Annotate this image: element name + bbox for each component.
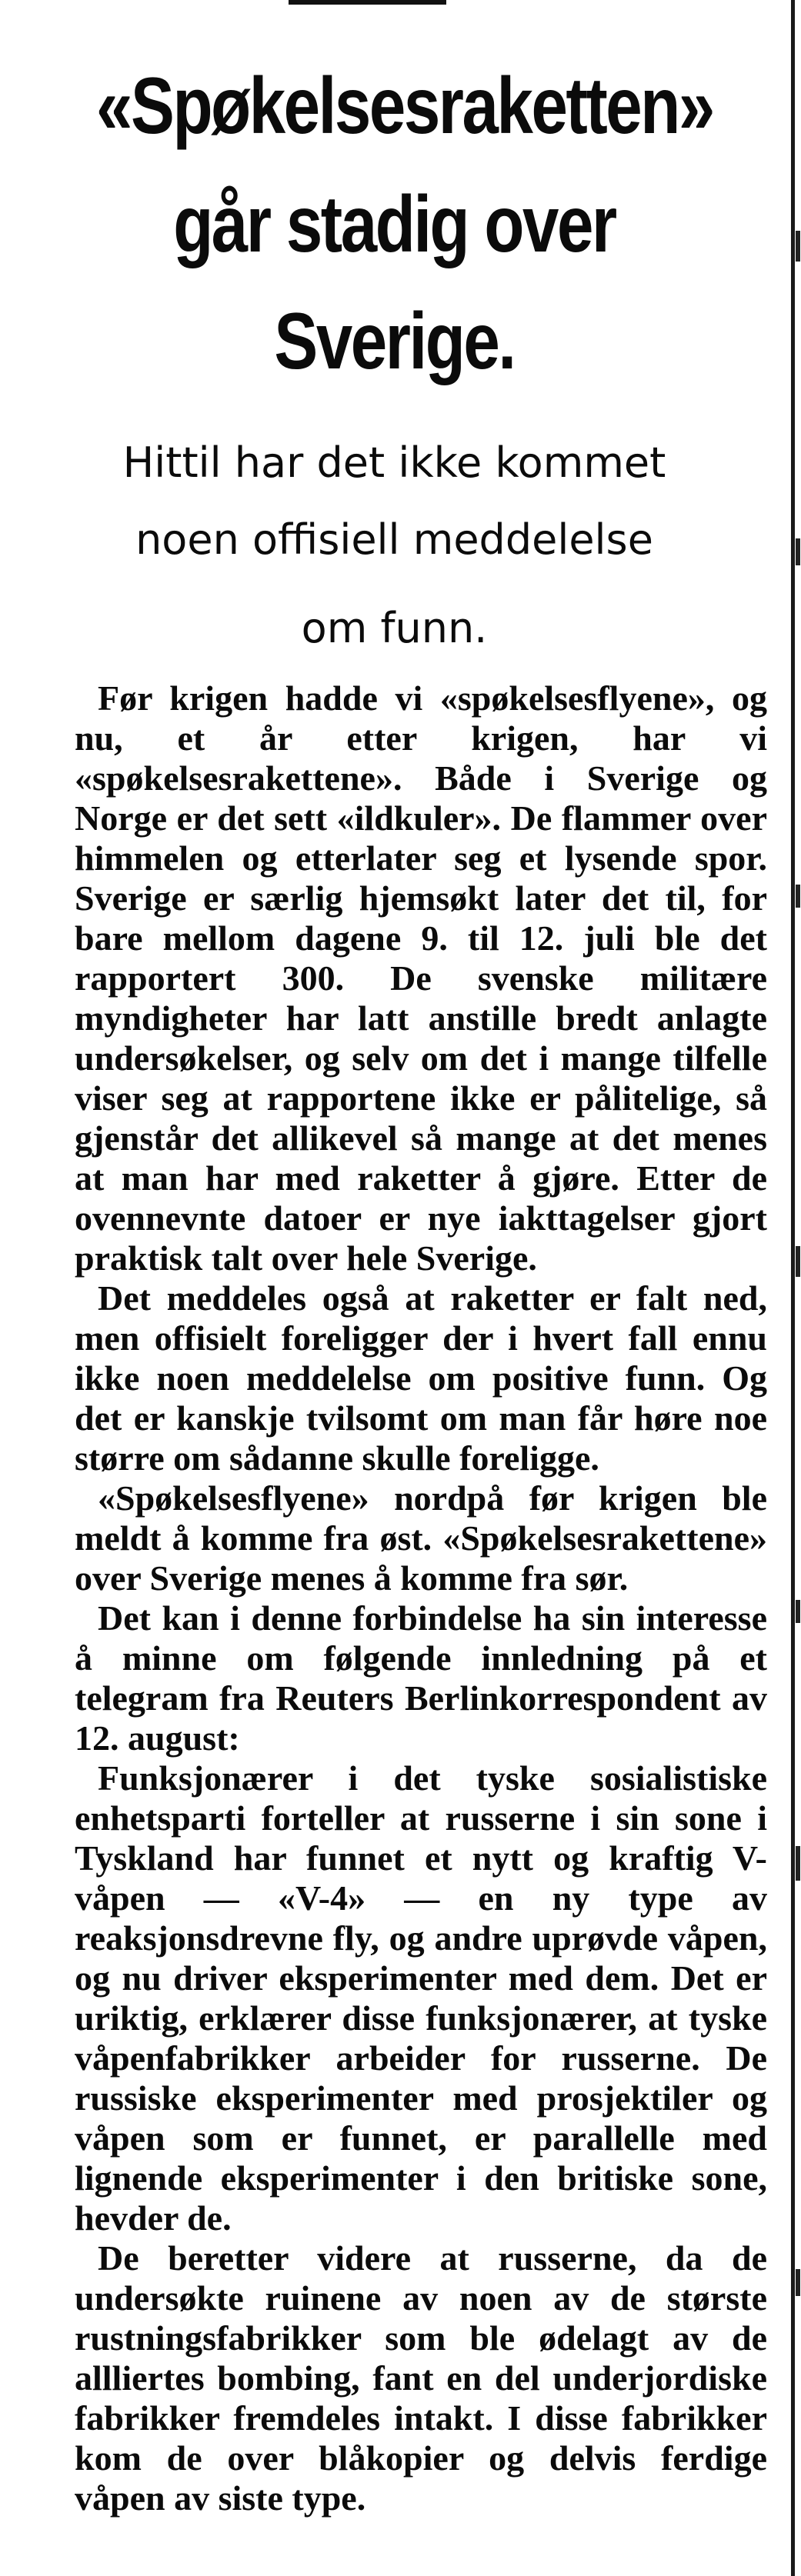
headline-line-2: går stadig over <box>173 180 616 269</box>
article-body <box>75 678 767 2518</box>
adjacent-column-edge <box>796 0 801 2576</box>
paragraph-3: «Spøkelsesflyene» nordpå før krigen ble meldt å komme fra øst. «Spøkelsesrakettene» over Sverige menes å komme fra sør. <box>75 1478 767 1598</box>
headline-line-1: «Spøkelsesraketten» <box>96 62 713 151</box>
paragraph-6: De beretter videre at russerne, da de undersøkte ruinene av noen av de største rustningsfabrikker som ble ødelagt av de allliertes bombing, fant en del underjordiske fabrikker fremdeles intakt. I disse fabrikker kom de over blåkopier og delvis ferdige våpen av siste type. <box>75 2238 767 2518</box>
subheadline-line-3: om funn. <box>301 604 488 652</box>
headline-line-3: Sverige. <box>274 297 515 386</box>
subheadline-line-1: Hittil har det ikke kommet <box>122 438 666 487</box>
paragraph-4: Det kan i denne forbindelse ha sin interesse å minne om følgende innledning på et telegram fra Reuters Berlinkorrespondent av 12. august: <box>75 1598 767 1758</box>
column-border <box>791 0 795 2576</box>
paragraph-2: Det meddeles også at raketter er falt ned, men offisielt foreligger der i hvert fall ennu ikke noen meddelelse om positive funn. Og det er kanskje tvilsomt om man får høre noe større om sådanne skulle foreligge. <box>75 1278 767 1478</box>
paragraph-1: Før krigen hadde vi «spøkelsesflyene», og nu, et år etter krigen, har vi «spøkelsesrakettene». Både i Sverige og Norge er det sett «ildkuler». De flammer over himmelen og etterlater seg et lysende spor. Sverige er særlig hjemsøkt later det til, for bare mellom dagene 9. til 12. juli ble det rapportert 300. De svenske militære myndigheter har latt anstille bredt anlagte undersøkelser, og selv om det i mange tilfelle viser seg at rapportene ikke er pålitelige, så gjenstår det allikevel så mange at det menes at man har med raketter å gjøre. Etter de ovennevnte datoer er nye iakttagelser gjort praktisk talt over hele Sverige. <box>75 678 767 1278</box>
paragraph-5: Funksjonærer i det tyske sosialistiske enhetsparti forteller at russerne i sin sone i Tyskland har funnet et nytt og kraftig V-våpen — «V-4» — en ny type av reaksjonsdrevne fly, og andre uprøvde våpen, og nu driver eksperimenter med dem. Det er uriktig, erklærer disse funksjonærer, at tyske våpenfabrikker arbeider for russerne. De russiske eksperimenter med prosjektiler og våpen som er funnet, er parallelle med lignende eksperimenter i den britiske sone, hevder de. <box>75 1758 767 2238</box>
subheadline-line-2: noen offisiell meddelelse <box>135 515 653 564</box>
top-rule <box>289 0 446 5</box>
